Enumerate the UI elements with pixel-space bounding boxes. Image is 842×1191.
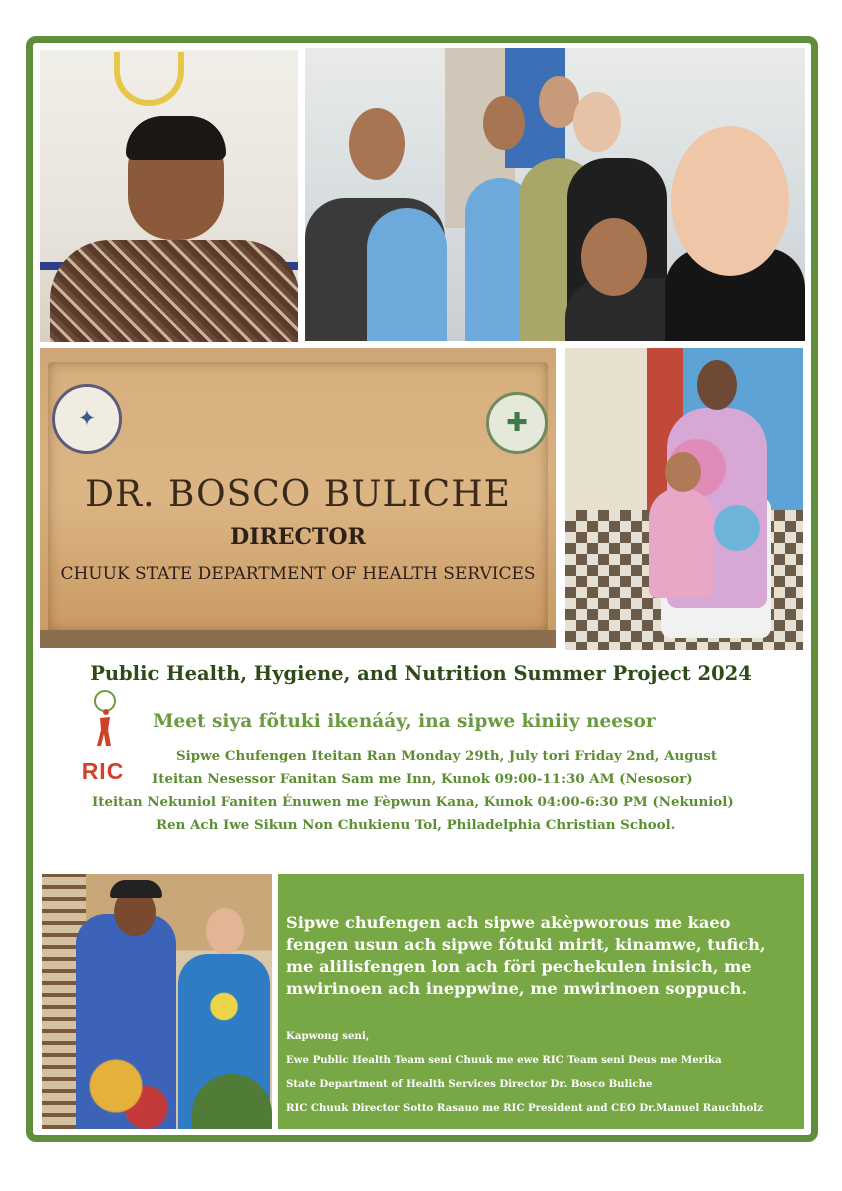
flower-lei (114, 52, 184, 106)
panel-message: Sipwe chufengen ach sipwe akèpworous me kaeo fengen usun ach sipwe fótuki mirit, kinamwe, tufich, me alilisfengen lon ach föri pechekulen inisich, me mwirinoen ach ineppwine, me mwirinoen soppuch. (286, 913, 766, 998)
panel-signature: RIC Chuuk Director Sotto Rasauo me RIC President and CEO Dr.Manuel Rauchholz (286, 1102, 763, 1114)
sign-department: CHUUK STATE DEPARTMENT OF HEALTH SERVICES (60, 564, 536, 584)
photo-two-men-speaking (42, 874, 272, 1129)
sign-title: DIRECTOR (230, 524, 366, 550)
sign-name: DR. BOSCO BULICHE (85, 474, 511, 515)
logo-text: RIC (81, 758, 125, 784)
schedule-line: Ren Ach Iwe Sikun Non Chukienu Tol, Philadelphia Christian School. (156, 817, 676, 833)
panel-signature: Ewe Public Health Team seni Chuuk me ewe RIC Team seni Deus me Merika (286, 1054, 722, 1066)
ric-logo (72, 690, 136, 790)
schedule-line: Iteitan Nesessor Fanitan Sam me Inn, Kunok 09:00-11:30 AM (Nesosor) (152, 771, 693, 787)
schedule-line: Iteitan Nekuniol Faniten Énuwen me Fèpwun Kana, Kunok 04:00-6:30 PM (Nekuniol) (92, 794, 734, 810)
page-title: Public Health, Hygiene, and Nutrition Summer Project 2024 (90, 662, 752, 685)
photo-smiling-man (40, 50, 298, 342)
logo-figure-icon (96, 708, 114, 748)
photo-woman-and-child (565, 348, 803, 650)
panel-signature: State Department of Health Services Director Dr. Bosco Buliche (286, 1078, 653, 1090)
state-seal-icon: ✦ (52, 384, 122, 454)
health-seal-icon: ✚ (486, 392, 548, 454)
photo-director-nameplate (40, 348, 556, 648)
schedule-line: Sipwe Chufengen Iteitan Ran Monday 29th, July tori Friday 2nd, August (176, 748, 718, 764)
message-panel (278, 874, 804, 1129)
photo-group-selfie (305, 48, 805, 341)
panel-closing: Kapwong seni, (286, 1030, 370, 1042)
subtitle: Meet siya fõtuki ikenááy, ina sipwe kiniiy neesor (153, 711, 656, 732)
